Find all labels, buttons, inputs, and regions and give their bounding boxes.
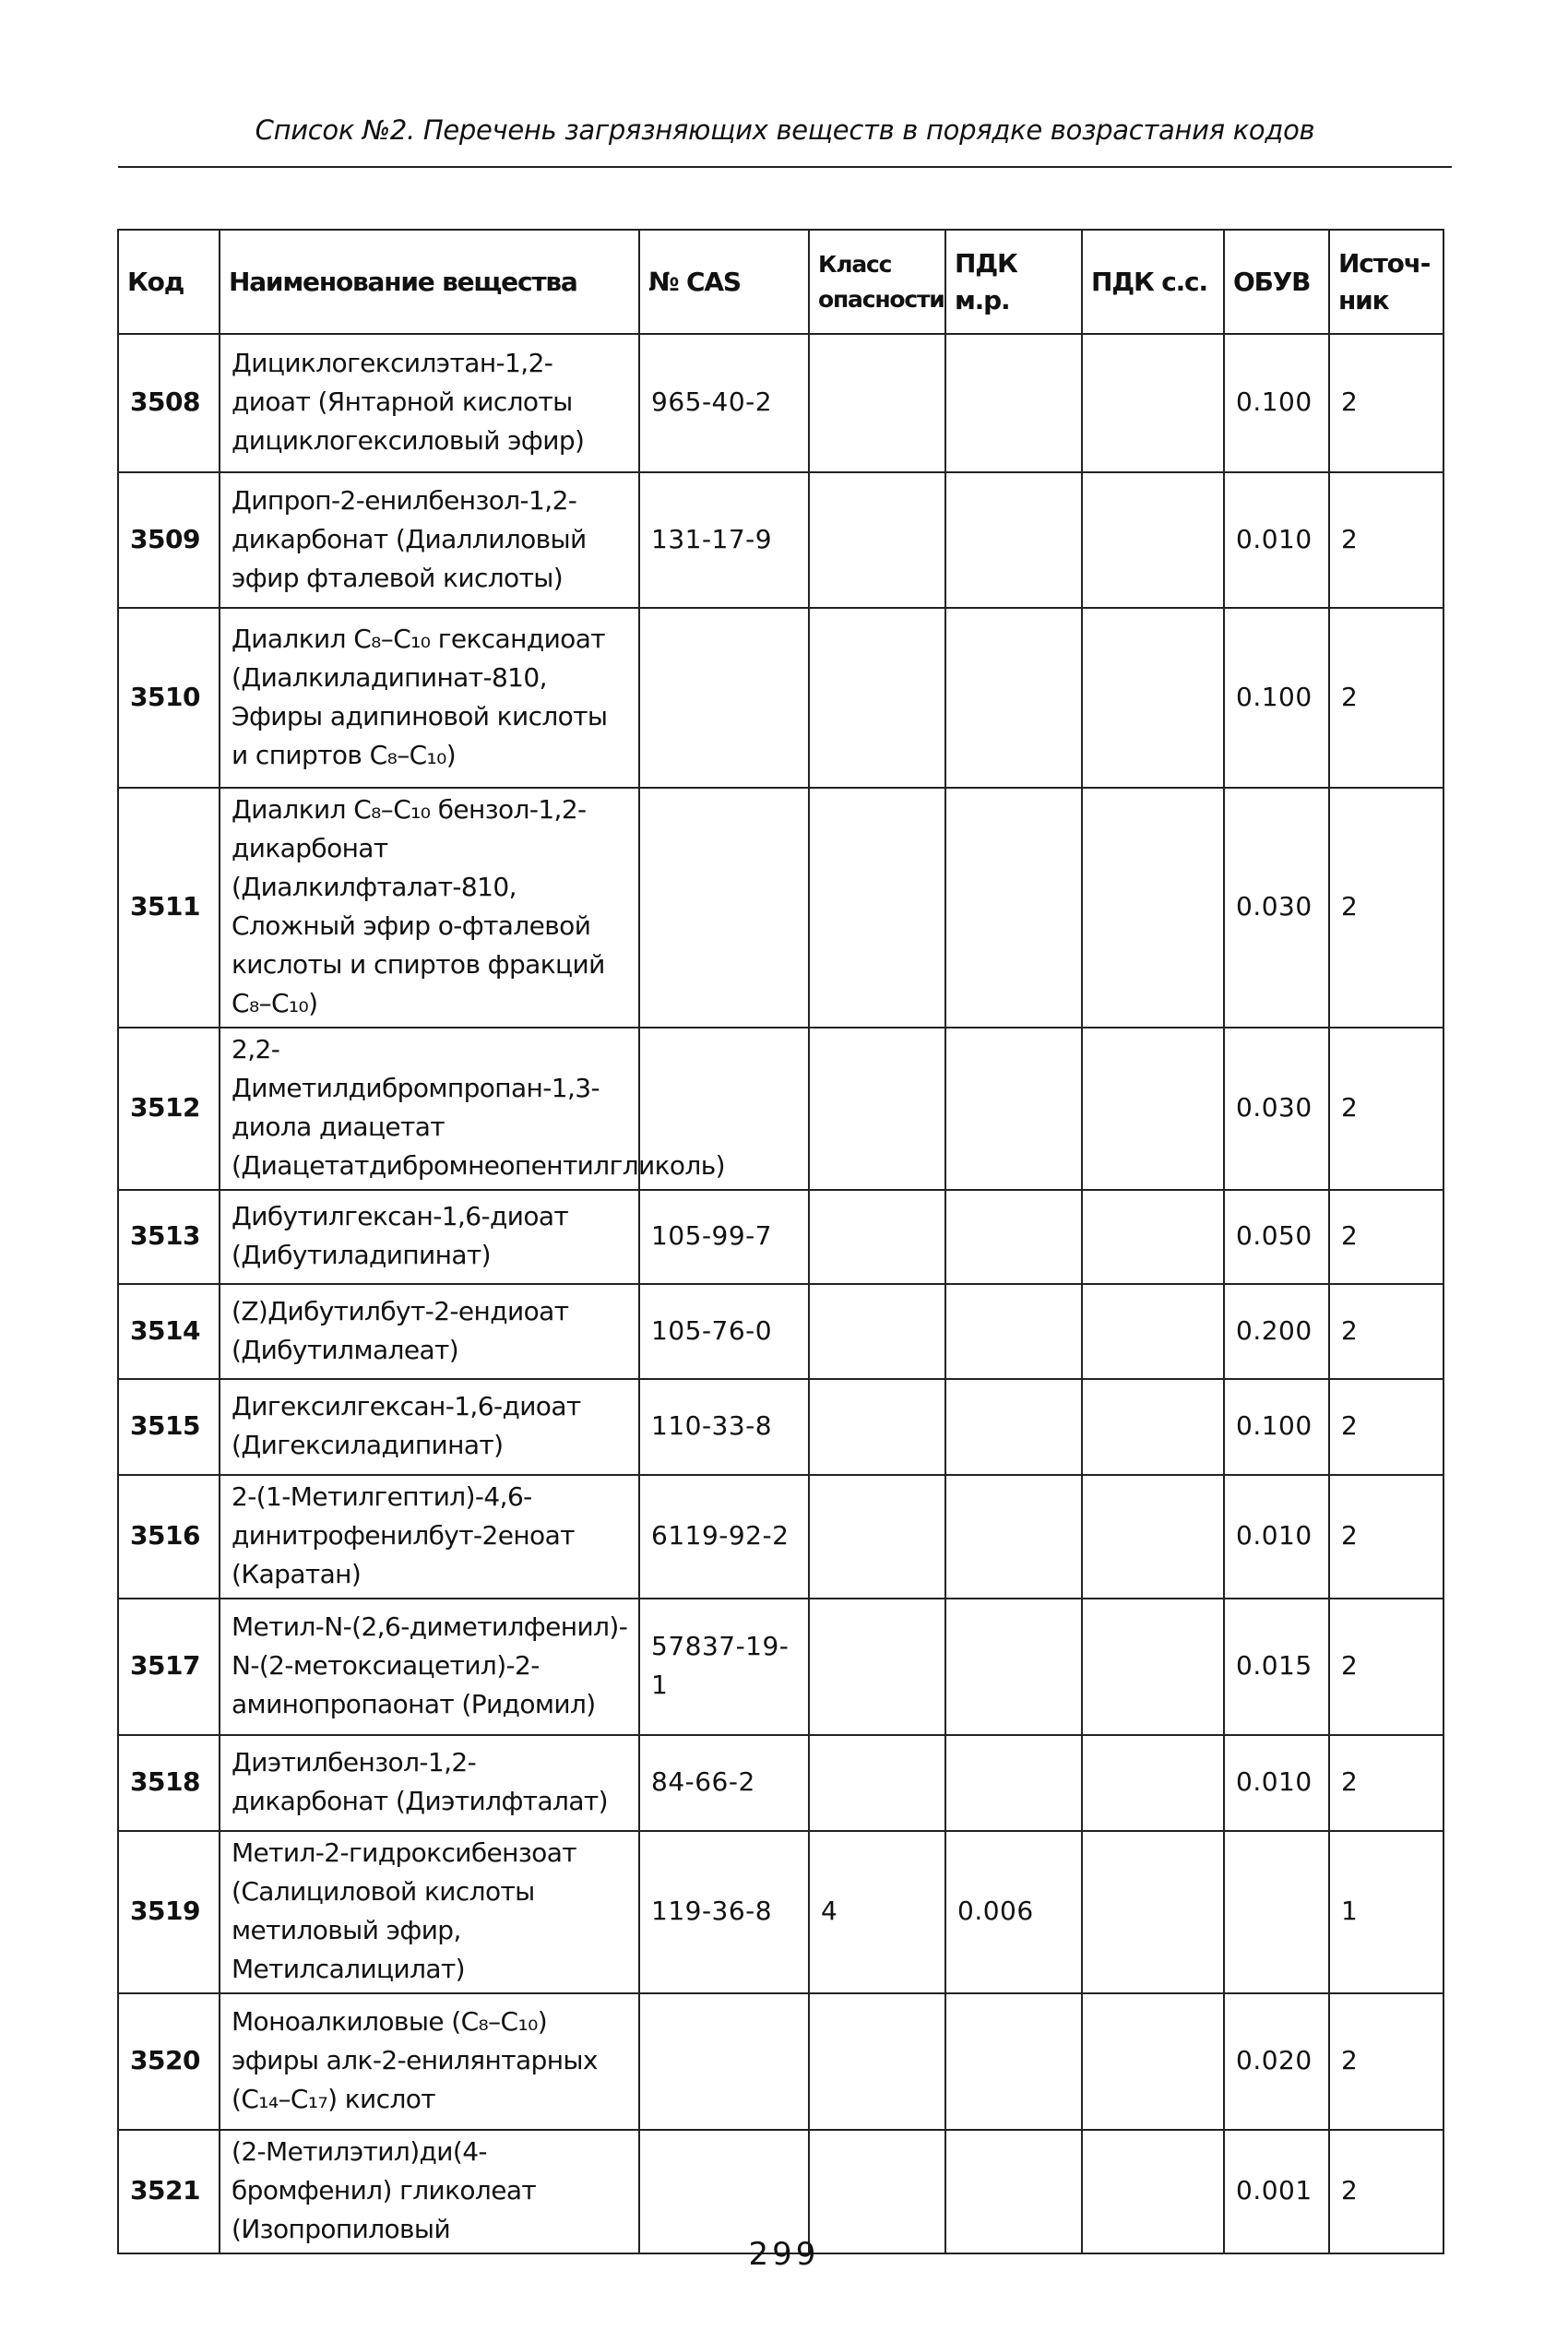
cell-code: 3512	[118, 1028, 220, 1190]
table-row	[118, 1735, 1443, 1831]
header-rule	[118, 166, 1452, 168]
header-obuv: ОБУВ	[1224, 230, 1329, 334]
table-row	[118, 1284, 1443, 1379]
cell-name: Диалкил C₈–C₁₀ бензол-1,2-дикарбонат (Диалкилфталат-810, Сложный эфир о-фталевой кислоты и спиртов фракций C₈–C₁₀)	[220, 788, 639, 1028]
cell-hazard-class	[809, 1735, 945, 1831]
table-row	[118, 608, 1443, 788]
cell-pdk-ss	[1082, 1831, 1224, 1993]
cell-hazard-class	[809, 1993, 945, 2130]
cell-cas	[639, 608, 809, 788]
cell-code: 3519	[118, 1831, 220, 1993]
page-number: 299	[748, 2236, 820, 2273]
cell-cas: 57837-19-1	[639, 1599, 809, 1735]
cell-cas: 110-33-8	[639, 1379, 809, 1475]
cell-pdk-ss	[1082, 788, 1224, 1028]
cell-name: 2,2-Диметилдибромпропан-1,3-диола диацетат (Диацетатдибромнеопентилгликоль)	[220, 1028, 639, 1190]
cell-cas: 965-40-2	[639, 334, 809, 472]
cell-hazard-class	[809, 334, 945, 472]
cell-obuv: 0.050	[1224, 1190, 1329, 1284]
cell-pdk-ss	[1082, 1190, 1224, 1284]
cell-name: (2-Метилэтил)ди(4-бромфенил) гликолеат (Изопропиловый	[220, 2130, 639, 2253]
table-row	[118, 2130, 1443, 2253]
cell-obuv: 0.030	[1224, 1028, 1329, 1190]
cell-cas	[639, 1993, 809, 2130]
table-row	[118, 334, 1443, 472]
cell-name: Моноалкиловые (C₈–C₁₀) эфиры алк-2-енилянтарных (C₁₄–C₁₇) кислот	[220, 1993, 639, 2130]
table-row	[118, 1831, 1443, 1993]
cell-source: 2	[1329, 1599, 1443, 1735]
cell-hazard-class: 4	[809, 1831, 945, 1993]
cell-code: 3514	[118, 1284, 220, 1379]
cell-pdk-ss	[1082, 1599, 1224, 1735]
table-row	[118, 1379, 1443, 1475]
cell-cas	[639, 2130, 809, 2253]
cell-obuv: 0.100	[1224, 334, 1329, 472]
cell-code: 3509	[118, 472, 220, 608]
cell-source: 2	[1329, 788, 1443, 1028]
cell-pdk-mr	[945, 334, 1082, 472]
cell-pdk-mr: 0.006	[945, 1831, 1082, 1993]
cell-cas: 105-99-7	[639, 1190, 809, 1284]
cell-source: 2	[1329, 2130, 1443, 2253]
cell-obuv: 0.030	[1224, 788, 1329, 1028]
cell-code: 3517	[118, 1599, 220, 1735]
cell-pdk-mr	[945, 1028, 1082, 1190]
cell-cas: 119-36-8	[639, 1831, 809, 1993]
cell-obuv: 0.100	[1224, 608, 1329, 788]
cell-pdk-ss	[1082, 472, 1224, 608]
cell-hazard-class	[809, 788, 945, 1028]
cell-obuv: 0.020	[1224, 1993, 1329, 2130]
table-row	[118, 1475, 1443, 1599]
cell-cas	[639, 788, 809, 1028]
cell-code: 3518	[118, 1735, 220, 1831]
header-pdk-mr: ПДК м.р.	[945, 230, 1082, 334]
cell-obuv: 0.015	[1224, 1599, 1329, 1735]
cell-code: 3516	[118, 1475, 220, 1599]
cell-pdk-mr	[945, 788, 1082, 1028]
cell-name: Диалкил C₈–C₁₀ гександиоат (Диалкиладипинат-810, Эфиры адипиновой кислоты и спиртов C₈–C₁₀)	[220, 608, 639, 788]
table-row	[118, 1993, 1443, 2130]
header-code: Код	[118, 230, 220, 334]
cell-pdk-ss	[1082, 1735, 1224, 1831]
cell-code: 3515	[118, 1379, 220, 1475]
cell-code: 3520	[118, 1993, 220, 2130]
cell-obuv: 0.200	[1224, 1284, 1329, 1379]
cell-pdk-ss	[1082, 1993, 1224, 2130]
cell-pdk-mr	[945, 1475, 1082, 1599]
cell-source: 2	[1329, 472, 1443, 608]
cell-name: 2-(1-Метилгептил)-4,6-динитрофенилбут-2еноат (Каратан)	[220, 1475, 639, 1599]
header-pdk-ss: ПДК с.с.	[1082, 230, 1224, 334]
table-row	[118, 1190, 1443, 1284]
cell-pdk-ss	[1082, 608, 1224, 788]
substances-table	[117, 229, 1444, 2254]
cell-hazard-class	[809, 1475, 945, 1599]
cell-pdk-ss	[1082, 1475, 1224, 1599]
cell-hazard-class	[809, 608, 945, 788]
cell-cas: 105-76-0	[639, 1284, 809, 1379]
cell-source: 2	[1329, 1993, 1443, 2130]
cell-source: 2	[1329, 334, 1443, 472]
cell-obuv: 0.001	[1224, 2130, 1329, 2253]
cell-code: 3510	[118, 608, 220, 788]
cell-pdk-ss	[1082, 1028, 1224, 1190]
table-body	[118, 334, 1443, 2253]
cell-hazard-class	[809, 1284, 945, 1379]
cell-pdk-ss	[1082, 2130, 1224, 2253]
cell-pdk-mr	[945, 1735, 1082, 1831]
cell-pdk-mr	[945, 1190, 1082, 1284]
cell-cas: 84-66-2	[639, 1735, 809, 1831]
cell-hazard-class	[809, 1599, 945, 1735]
header-source: Источ-ник	[1329, 230, 1443, 334]
cell-pdk-ss	[1082, 334, 1224, 472]
running-head: Список №2. Перечень загрязняющих веществ в порядке возрастания кодов	[255, 114, 1315, 146]
cell-source: 2	[1329, 608, 1443, 788]
table-row	[118, 788, 1443, 1028]
cell-pdk-mr	[945, 2130, 1082, 2253]
cell-cas: 6119-92-2	[639, 1475, 809, 1599]
cell-source: 1	[1329, 1831, 1443, 1993]
cell-hazard-class	[809, 1190, 945, 1284]
cell-source: 2	[1329, 1028, 1443, 1190]
cell-obuv	[1224, 1831, 1329, 1993]
cell-pdk-ss	[1082, 1379, 1224, 1475]
cell-cas: 131-17-9	[639, 472, 809, 608]
cell-pdk-ss	[1082, 1284, 1224, 1379]
table-header	[118, 230, 1443, 334]
header-name: Наименование вещества	[220, 230, 639, 334]
cell-source: 2	[1329, 1379, 1443, 1475]
cell-pdk-mr	[945, 608, 1082, 788]
cell-obuv: 0.010	[1224, 1475, 1329, 1599]
header-hazard-class: Класс опасности	[809, 230, 945, 334]
cell-code: 3513	[118, 1190, 220, 1284]
cell-name: Дипроп-2-енилбензол-1,2-дикарбонат (Диаллиловый эфир фталевой кислоты)	[220, 472, 639, 608]
cell-code: 3521	[118, 2130, 220, 2253]
table-row	[118, 1028, 1443, 1190]
cell-source: 2	[1329, 1735, 1443, 1831]
cell-name: (Z)Дибутилбут-2-ендиоат (Дибутилмалеат)	[220, 1284, 639, 1379]
cell-obuv: 0.100	[1224, 1379, 1329, 1475]
cell-pdk-mr	[945, 1599, 1082, 1735]
cell-name: Дигексилгексан-1,6-диоат (Дигексиладипинат)	[220, 1379, 639, 1475]
cell-name: Метил-2-гидроксибензоат (Салициловой кислоты метиловый эфир, Метилсалицилат)	[220, 1831, 639, 1993]
cell-name: Дибутилгексан-1,6-диоат (Дибутиладипинат)	[220, 1190, 639, 1284]
cell-source: 2	[1329, 1284, 1443, 1379]
header-cas: № CAS	[639, 230, 809, 334]
header-row	[118, 230, 1443, 334]
cell-pdk-mr	[945, 1379, 1082, 1475]
cell-obuv: 0.010	[1224, 472, 1329, 608]
cell-name: Метил-N-(2,6-диметилфенил)-N-(2-метоксиацетил)-2-аминопропаонат (Ридомил)	[220, 1599, 639, 1735]
cell-pdk-mr	[945, 1284, 1082, 1379]
cell-source: 2	[1329, 1190, 1443, 1284]
cell-name: Диэтилбензол-1,2-дикарбонат (Диэтилфталат)	[220, 1735, 639, 1831]
cell-source: 2	[1329, 1475, 1443, 1599]
cell-code: 3508	[118, 334, 220, 472]
cell-hazard-class	[809, 2130, 945, 2253]
table-row	[118, 472, 1443, 608]
cell-pdk-mr	[945, 1993, 1082, 2130]
cell-code: 3511	[118, 788, 220, 1028]
cell-hazard-class	[809, 1028, 945, 1190]
cell-obuv: 0.010	[1224, 1735, 1329, 1831]
cell-pdk-mr	[945, 472, 1082, 608]
cell-hazard-class	[809, 1379, 945, 1475]
cell-name: Дициклогексилэтан-1,2-диоат (Янтарной кислоты дициклогексиловый эфир)	[220, 334, 639, 472]
table-row	[118, 1599, 1443, 1735]
cell-hazard-class	[809, 472, 945, 608]
